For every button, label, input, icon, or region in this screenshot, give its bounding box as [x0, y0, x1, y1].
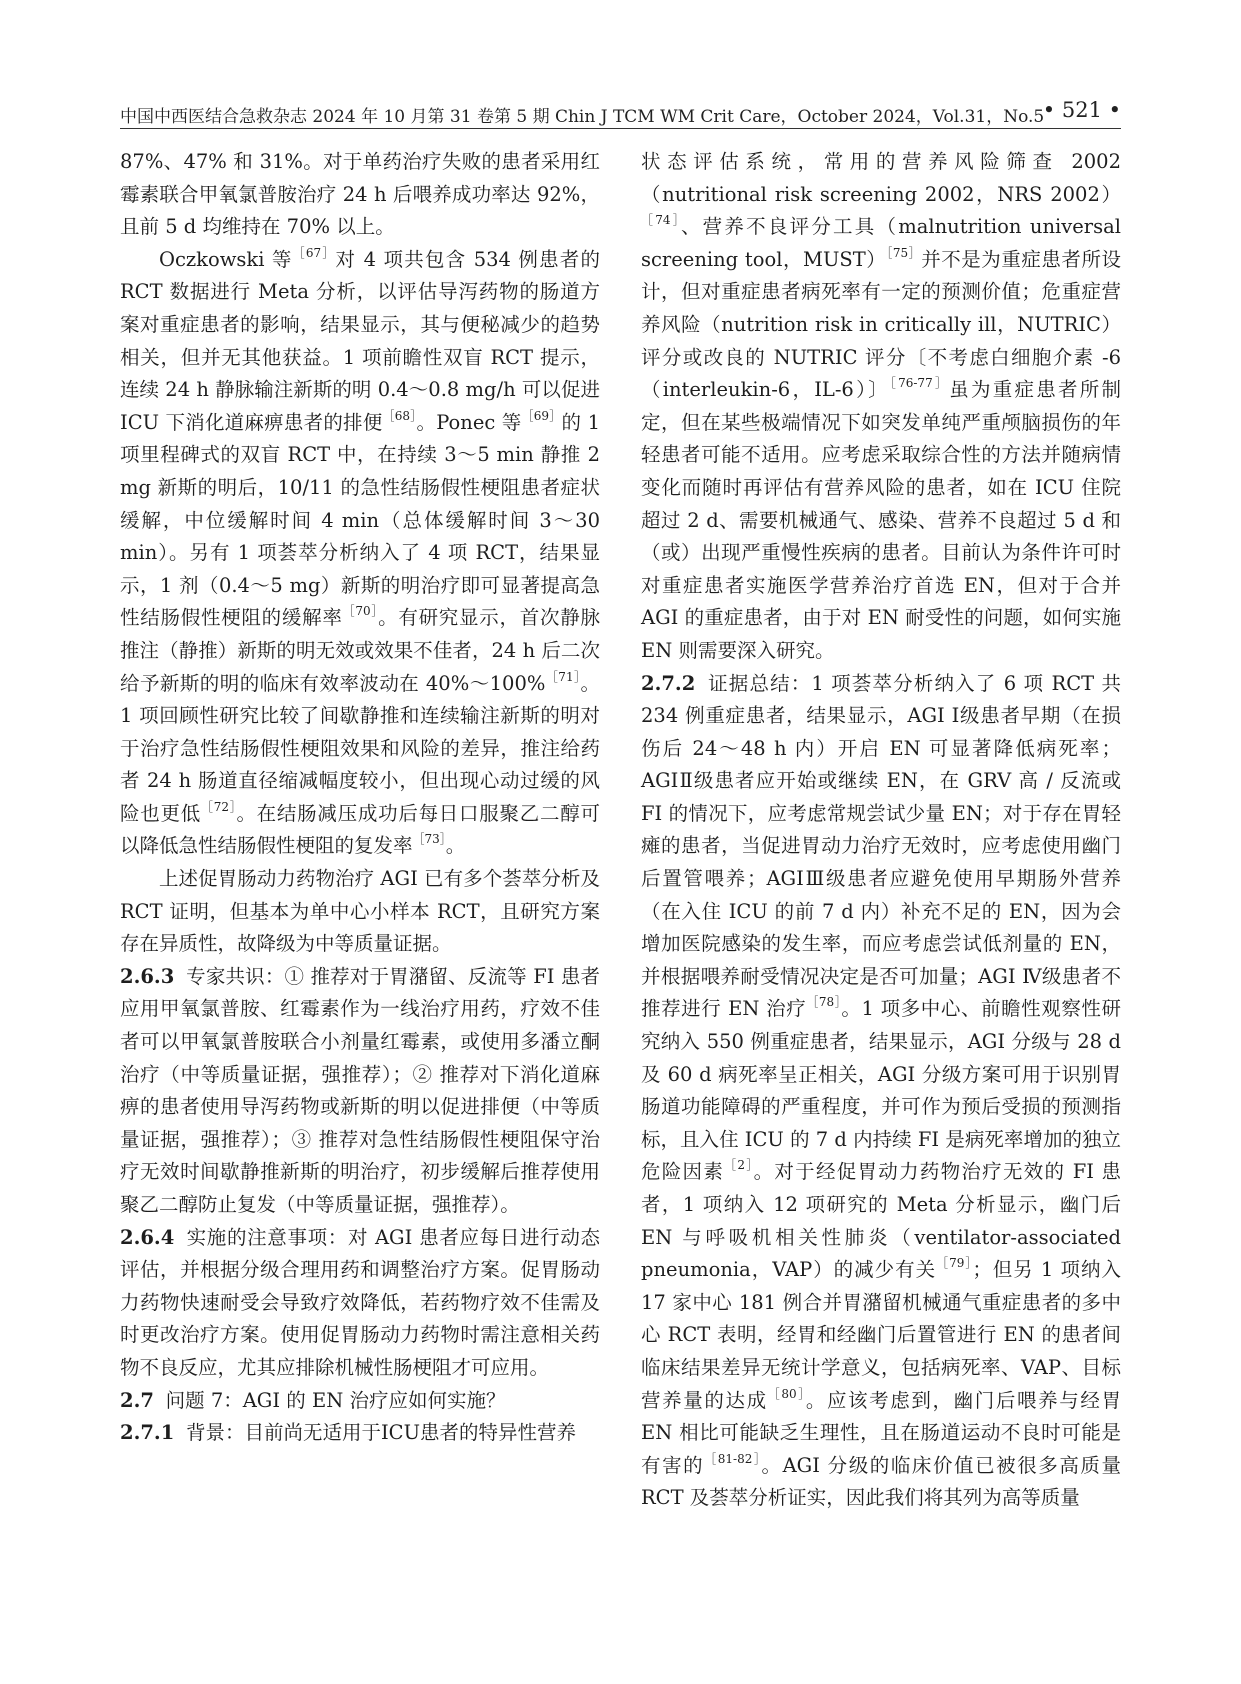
page-number: • 521 • — [1042, 98, 1121, 122]
right-column — [641, 146, 1121, 1515]
reference-2: ［2］ — [724, 1158, 754, 1173]
reference-68: ［68］ — [382, 408, 417, 423]
reference-79: ［79］ — [936, 1256, 973, 1271]
section-2-6-3: 2.6.3 专家共识：① 推荐对于胃潴留、反流等 FI 患者应用甲氧氯普胺、红霉素作为一线治疗用药，疗效不佳者可以甲氧氯普胺联合小剂量红霉素，或使用多潘立酮治疗（中等质量证据，强推荐）；② 推荐对下消化道麻痹的患者使用导泻药物或新斯的明以促进排便（中等质量证据，强推荐）；③ 推荐对急性结肠假性梗阻保守治疗无效时间歇静推新斯的明治疗，初步缓解后推荐使用聚乙二醇防止复发（中等质量证据，强推荐）。 — [120, 964, 600, 1216]
section-number: 2.7.2 — [641, 671, 696, 695]
journal-citation: 中国中西医结合急救杂志 2024 年 10 月第 31 卷第 5 期 Chin J TCM WM Crit Care，October 2024，Vol.31，No.5 — [120, 107, 1045, 127]
reference-81-82: ［81-82］ — [704, 1451, 762, 1466]
reference-73: ［73］ — [412, 832, 446, 847]
section-number: 2.6.3 — [120, 964, 175, 988]
section-number: 2.7.1 — [120, 1421, 175, 1445]
reference-76-77: ［76-77］ — [889, 376, 950, 391]
reference-80: ［80］ — [767, 1386, 806, 1401]
reference-69: ［69］ — [521, 408, 562, 423]
section-2-6-4: 2.6.4 实施的注意事项：对 AGI 患者应每日进行动态评估，并根据分级合理用药和调整治疗方案。促胃肠动力药物快速耐受会导致疗效降低，若药物疗效不佳需及时更改治疗方案。使用促胃肠动力药物时需注意相关药物不良反应，尤其应排除机械性肠梗阻才可应用。 — [120, 1225, 600, 1379]
reference-74: ［74］ — [641, 213, 681, 228]
reference-75: ［75］ — [886, 245, 922, 260]
section-number: 2.7 — [120, 1388, 154, 1412]
section-2-7: 2.7 问题 7：AGI 的 EN 治疗应如何实施？ — [120, 1388, 506, 1412]
reference-71: ［71］ — [545, 669, 581, 684]
reference-72: ［72］ — [200, 799, 237, 814]
left-column — [120, 146, 600, 1450]
reference-78: ［78］ — [806, 995, 842, 1010]
paragraph-evidence-grade: 上述促胃肠动力药物治疗 AGI 已有多个荟萃分析及 RCT 证明，但基本为单中心小样本 RCT，且研究方案存在异质性，故降级为中等质量证据。 — [120, 867, 600, 956]
running-header — [120, 96, 1121, 126]
paragraph-nutrition-screening: 状态评估系统，常用的营养风险筛查 2002（nutritional risk screening 2002，NRS 2002）$^{[74]}$、营养不良评分工具（malnutrition universal screening tool，MUST）$^{[75]}$并不是为重症患者所设计，但对重症患者病死率有一定的预测价值；危重症营养风险（nutrition risk in critically ill，NUTRIC）评分或改良的 NUTRIC 评分〔不考虑白细胞介素 -6（interleukin-6，IL-6）〕$^{[76-77]}$虽为重症患者所制定，但在某些极端情况下如突发单纯严重颅脑损伤的年轻患者可能不适用。应考虑采取综合性的方法并随病情变化而随时再评估有营养风险的患者，如在 ICU 住院超过 2 d、需要机械通气、感染、营养不良超过 5 d 和（或）出现严重慢性疾病的患者。目前认为条件许可时对重症患者实施医学营养治疗首选 EN，但对于合并 AGI 的重症患者，由于对 EN 耐受性的问题，如何实施 EN 则需要深入研究。 — [641, 150, 1121, 662]
section-number: 2.6.4 — [120, 1225, 175, 1249]
section-2-7-2: 2.7.2 证据总结：1 项荟萃分析纳入了 6 项 RCT 共 234 例重症患者，结果显示，AGI Ⅰ级患者早期（在损伤后 24～48 h 内）开启 EN 可显著降低病死率；AGIⅡ级患者应开始或继续 EN，在 GRV 高 / 反流或 FI 的情况下，应考虑常规尝试少量 EN；对于存在胃轻瘫的患者，当促进胃动力治疗无效时，应考虑使用幽门后置管喂养；AGIⅢ级患者应避免使用早期肠外营养（在入住 ICU 的前 7 d 内）补充不足的 EN，因为会增加医院感染的发生率，而应考虑尝试低剂量的 EN，并根据喂养耐受情况决定是否可加量；AGI Ⅳ级患者不推荐进行 EN 治疗$^{[78]}$。1 项多中心、前瞻性观察性研究纳入 550 例重症患者，结果显示，AGI 分级与 28 d 及 60 d 病死率呈正相关，AGI 分级方案可用于识别胃肠道功能障碍的严重程度，并可作为预后受损的预测指标，且入住 ICU 的 7 d 内持续 FI 是病死率增加的独立危险因素$^{[2]}$。对于经促胃动力药物治疗无效的 FI 患者，1 项纳入 12 项研究的 Meta 分析显示，幽门后 EN 与呼吸机相关性肺炎（ventilator-associated pneumonia，VAP）的减少有关$^{[79]}$；但另 1 项纳入 17 家中心 181 例合并胃潴留机械通气重症患者的多中心 RCT 表明，经胃和经幽门后置管进行 EN 的患者间临床结果差异无统计学意义，包括病死率、VAP、目标营养量的达成$^{[80]}$。应该考虑到，幽门后喂养与经胃 EN 相比可能缺乏生理性，且在肠道运动不良时可能是有害的$^{[81-82]}$。AGI 分级的临床价值已被很多高质量 RCT 及荟萃分析证实，因此我们将其列为高等质量 — [641, 671, 1121, 1510]
section-2-7-1: 2.7.1 背景：目前尚无适用于ICU患者的特异性营养 — [120, 1421, 577, 1445]
header-rule — [120, 128, 1121, 129]
reference-67: ［67］ — [292, 245, 336, 260]
paragraph-prokinetics: Oczkowski 等$^{[67]}$对 4 项共包含 534 例患者的 RCT 数据进行 Meta 分析，以评估导泻药物的肠道方案对重症患者的影响，结果显示，其与便秘减少的趋势相关，但并无其他获益。1 项前瞻性双盲 RCT 提示，连续 24 h 静脉输注新斯的明 0.4～0.8 mg/h 可以促进 ICU 下消化道麻痹患者的排便$^{[68]}$。Ponec 等$^{[69]}$的 1 项里程碑式的双盲 RCT 中，在持续 3～5 min 静推 2 mg 新斯的明后，10/11 的急性结肠假性梗阻患者症状缓解，中位缓解时间 4 min（总体缓解时间 3～30 min）。另有 1 项荟萃分析纳入了 4 项 RCT，结果显示，1 剂（0.4～5 mg）新斯的明治疗即可显著提高急性结肠假性梗阻的缓解率$^{[70]}$。有研究显示，首次静脉推注（静推）新斯的明无效或效果不佳者，24 h 后二次给予新斯的明的临床有效率波动在 40%～100%$^{[71]}$。1 项回顾性研究比较了间歇静推和连续输注新斯的明对于治疗急性结肠假性梗阻效果和风险的差异，推注给药者 24 h 肠道直径缩减幅度较小，但出现心动过缓的风险也更低$^{[72]}$。在结肠减压成功后每日口服聚乙二醇可以降低急性结肠假性梗阻的复发率$^{[73]}$。 — [120, 245, 601, 858]
reference-70: ［70］ — [342, 604, 379, 619]
paragraph-continuation: 87%、47% 和 31%。对于单药治疗失败的患者采用红霉素联合甲氧氯普胺治疗 24 h 后喂养成功率达 92%，且前 5 d 均维持在 70% 以上。 — [120, 150, 600, 239]
